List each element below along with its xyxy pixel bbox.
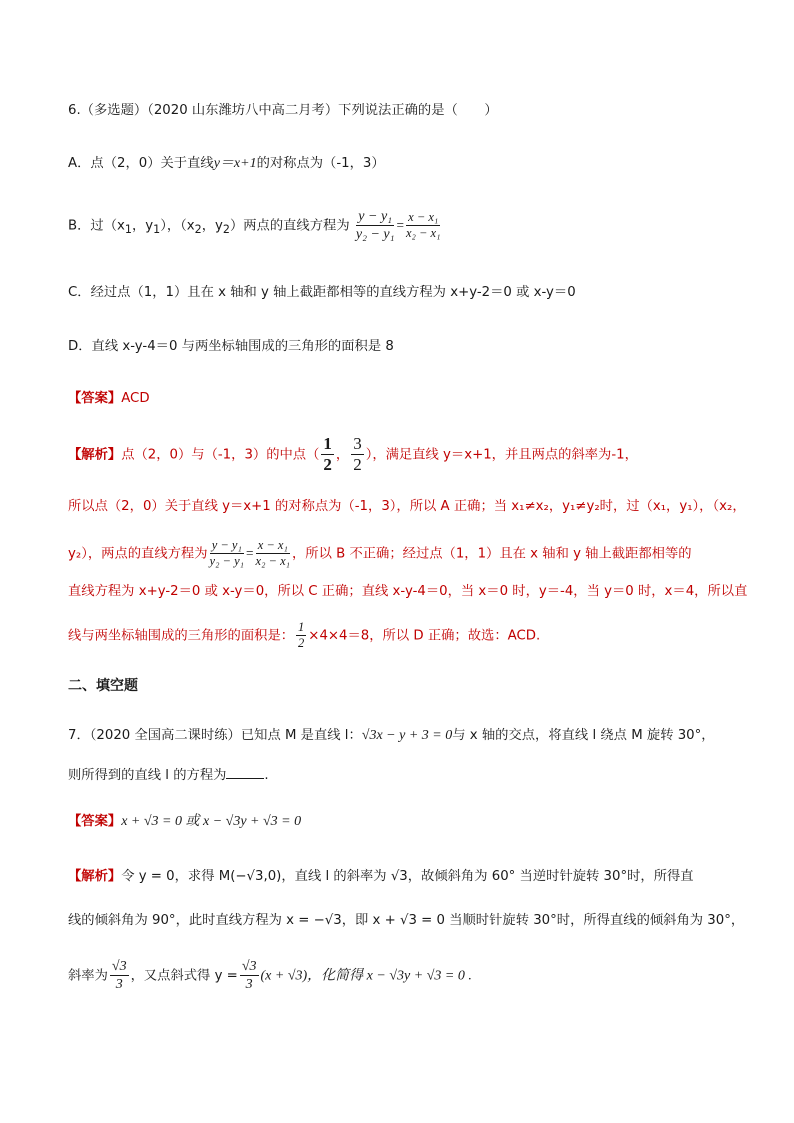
subscript: 1 (124, 223, 132, 237)
q6-option-b-text: ），（x (160, 218, 195, 234)
q7-analysis-line-3 (68, 958, 472, 993)
q6-option-b-text: ）两点的直线方程为 (229, 218, 350, 234)
q7-line-equation: √3x − y + 3 = 0 (361, 728, 453, 743)
analysis-text: 线与两坐标轴围成的三角形的面积是： (68, 628, 295, 644)
q6-option-b-text: ，y (201, 218, 223, 234)
analysis-text: ），满足直线 y＝x+1，并且两点的斜率为-1， (365, 447, 638, 463)
analysis-tag: 【解析】 (68, 869, 122, 884)
denominator: x₂ − x₁ (405, 226, 441, 240)
equals-sign: = (396, 217, 404, 233)
analysis-text: 斜率为 (68, 968, 108, 984)
analysis-text: ，所以 B 不正确；经过点（1，1）且在 x 轴和 y 轴上截距都相等的 (292, 546, 692, 562)
denominator: y₂ − y₁ (355, 227, 395, 242)
subscript: 2 (194, 223, 202, 237)
numerator: 1 (323, 434, 332, 453)
q6-option-c: C．经过点（1，1）且在 x 轴和 y 轴上截距都相等的直线方程为 x+y-2＝0 或 x-y＝0 (68, 285, 576, 300)
analysis-tag: 【解析】 (68, 447, 122, 463)
q6-option-b-fraction-2 (406, 210, 440, 241)
denominator: 2 (298, 636, 305, 650)
numerator: y − y₁ (356, 208, 395, 226)
denominator: 3 (115, 977, 123, 992)
slope-fraction (110, 958, 129, 993)
q6-option-a-text: A．点（2，0）关于直线 (68, 156, 214, 171)
numerator: 1 (298, 620, 305, 634)
midpoint-x-fraction (321, 434, 334, 475)
numerator: √3 (241, 959, 257, 974)
q7-stem-line-2 (68, 764, 269, 785)
analysis-fraction-1 (210, 538, 244, 569)
q6-option-b-fraction-1 (356, 208, 395, 243)
answer-value: x + √3 = 0 或 x − √3y + √3 = 0 (121, 814, 302, 829)
q7-stem-text: 7．（2020 全国高二课时练）已知点 M 是直线 l： (68, 728, 362, 743)
q6-analysis-line-4: 直线方程为 x+y-2＝0 或 x-y＝0，所以 C 正确；直线 x-y-4＝0，当 x＝0 时，y＝-4，当 y＝0 时，x＝4，所以直 (68, 584, 748, 599)
area-fraction (296, 620, 306, 651)
analysis-text: y₂），两点的直线方程为 (68, 546, 208, 562)
q7-stem-text: 则所得到的直线 l 的方程为 (68, 768, 227, 783)
numerator: 3 (353, 434, 362, 453)
q6-stem: 6.（多选题）（2020 山东潍坊八中高二月考）下列说法正确的是（ ） (68, 103, 498, 118)
denominator: y₂ − y₁ (209, 554, 245, 568)
subscript: 1 (153, 223, 161, 237)
point-slope-fraction (240, 958, 259, 993)
q6-analysis-line-3 (68, 538, 692, 569)
analysis-text: 令 y = 0，求得 M(−√3,0)，直线 l 的斜率为 √3，故倾斜角为 60° 当逆时针旋转 30°时，所得直 (121, 869, 694, 884)
answer-blank (226, 764, 264, 779)
numerator: √3 (111, 959, 127, 974)
numerator: x − x₁ (256, 538, 290, 554)
analysis-text: (x + √3)，化简得 x − √3y + √3 = 0 . (260, 968, 472, 984)
separator: ， (335, 447, 350, 463)
analysis-text: 点（2，0）与（-1，3）的中点（ (121, 447, 320, 463)
subscript: 2 (222, 223, 230, 237)
q7-answer (68, 813, 301, 831)
analysis-text: ，又点斜式得 y = (130, 968, 238, 984)
q6-analysis-line-5 (68, 620, 540, 651)
q6-option-b-text: ，y (131, 218, 154, 234)
midpoint-y-fraction (351, 434, 364, 475)
q6-analysis-line-2: 所以点（2，0）关于直线 y＝x+1 的对称点为（-1，3），所以 A 正确；当 x₁≠x₂，y₁≠y₂时，过（x₁，y₁），（x₂， (68, 499, 746, 514)
q6-analysis-line-1 (68, 434, 638, 475)
answer-value: ACD (121, 391, 150, 406)
equals-sign: = (246, 545, 254, 561)
denominator: 3 (245, 977, 253, 992)
q7-analysis-line-1 (68, 868, 694, 886)
section-heading: 二、填空题 (68, 678, 138, 694)
denominator: x₂ − x₁ (255, 554, 290, 568)
numerator: x − x₁ (406, 210, 440, 226)
q6-option-d: D．直线 x-y-4＝0 与两坐标轴围成的三角形的面积是 8 (68, 339, 394, 354)
q7-stem-line-1 (68, 727, 715, 745)
q6-option-a-equation: y＝x+1 (213, 156, 257, 171)
numerator: y − y₁ (210, 538, 244, 554)
q6-option-b (68, 208, 442, 243)
denominator: 2 (323, 455, 332, 474)
q6-option-a (68, 155, 385, 173)
denominator: 2 (353, 455, 362, 474)
q7-stem-text: 与 x 轴的交点，将直线 l 绕点 M 旋转 30°， (452, 728, 715, 743)
q6-option-a-result: 的对称点为（-1，3） (256, 156, 385, 171)
analysis-fraction-2 (256, 538, 290, 569)
q6-option-b-text: B．过（x (68, 218, 125, 234)
analysis-text: ×4×4＝8，所以 D 正确；故选：ACD. (308, 628, 541, 644)
q7-stem-text: . (264, 768, 269, 783)
q6-answer (68, 390, 150, 408)
q7-analysis-line-2: 线的倾斜角为 90°，此时直线方程为 x = −√3，即 x + √3 = 0 当顺时针旋转 30°时，所得直线的倾斜角为 30°， (68, 913, 745, 928)
answer-tag: 【答案】 (68, 814, 122, 829)
answer-tag: 【答案】 (68, 391, 122, 406)
